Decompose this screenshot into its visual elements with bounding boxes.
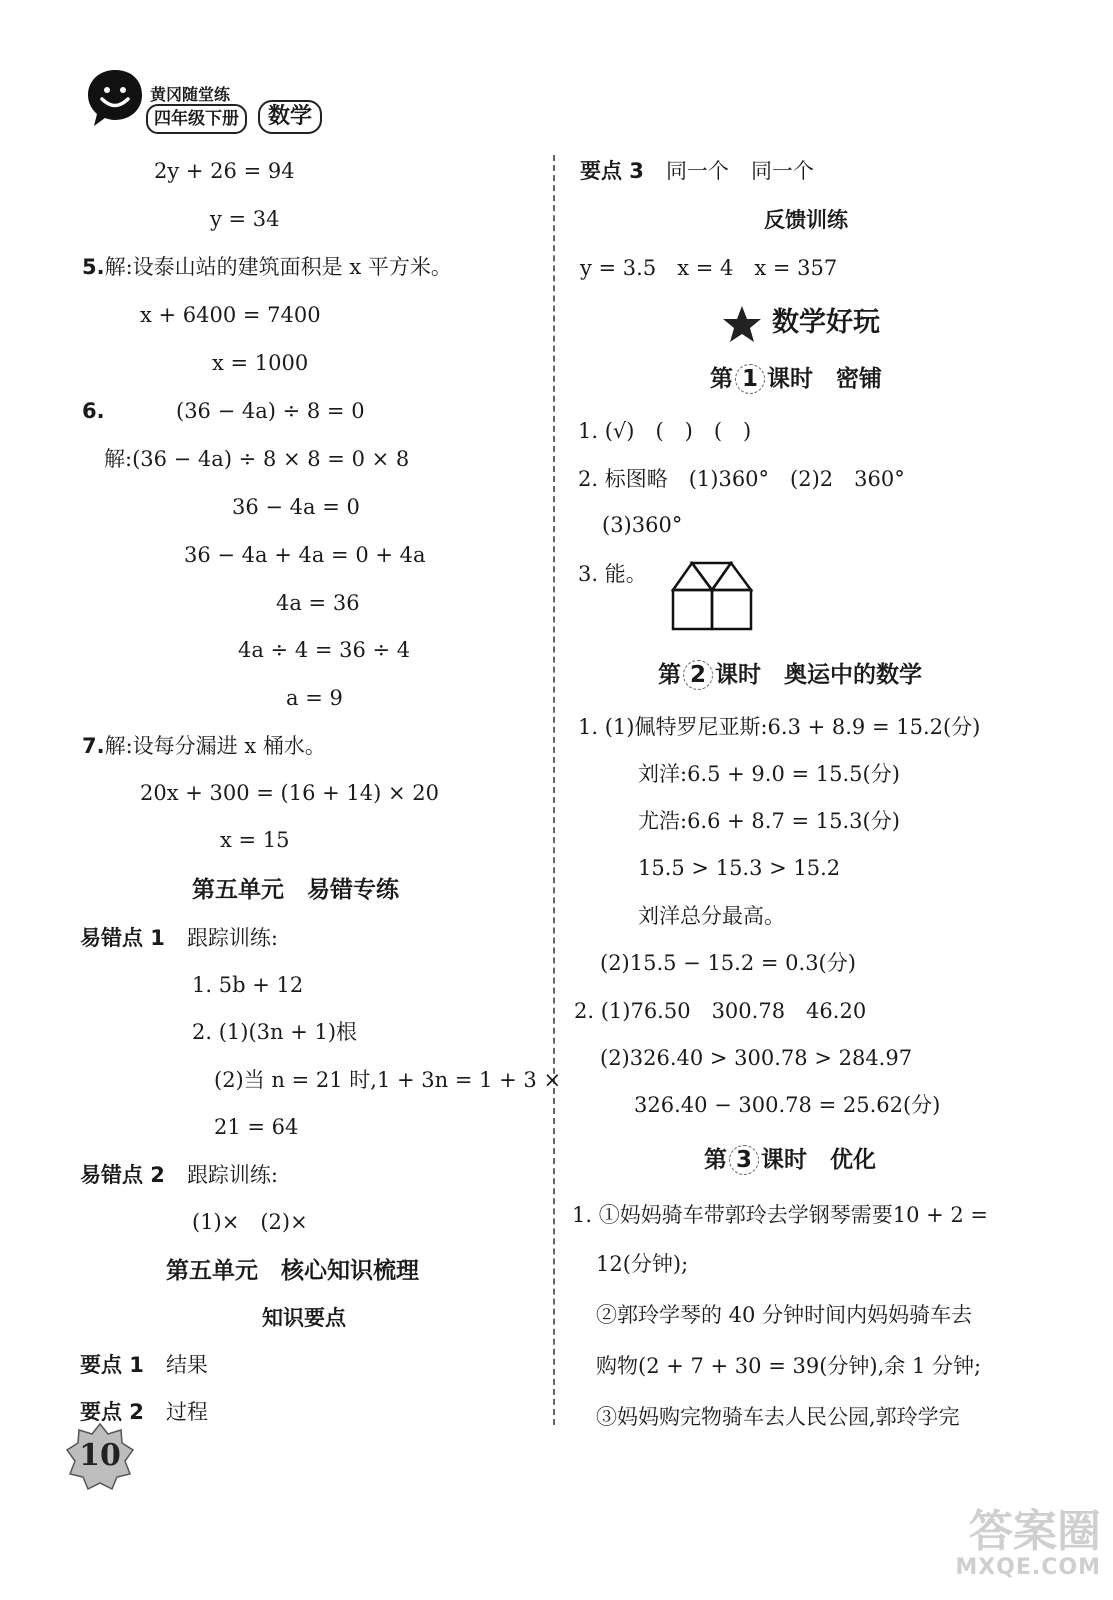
key-point-text: 过程	[165, 1400, 208, 1424]
equation-line: 4a = 36	[276, 591, 360, 615]
error-point-text: 跟踪训练:	[186, 1163, 279, 1187]
key-point-answer: 同一个	[750, 159, 814, 183]
lesson-name: 课时 奥运中的数学	[715, 662, 922, 688]
equation-line: 2y + 26 = 94	[154, 159, 295, 183]
equation-line: a = 9	[286, 686, 343, 710]
subject-label: 数学	[258, 100, 322, 134]
lesson-number: 2	[683, 660, 713, 690]
question-text: 解:设泰山站的建筑面积是 x 平方米。	[104, 255, 452, 279]
answer-line: 2. (1)(3n + 1)根	[192, 1020, 358, 1044]
section-title: 数学好玩	[772, 307, 880, 338]
watermark-url: MXQE.COM	[955, 1555, 1101, 1580]
answer-line: 刘洋:6.5 + 9.0 = 15.5(分)	[638, 762, 900, 786]
page-number: 10	[79, 1438, 121, 1473]
question-text: 解:设每分漏进 x 桶水。	[104, 734, 326, 758]
equation-line: x = 15	[220, 828, 290, 852]
answer-line: 尤浩:6.6 + 8.7 = 15.3(分)	[638, 809, 900, 833]
lesson-prefix: 第	[710, 366, 733, 392]
answer-line: 1. (1)佩特罗尼亚斯:6.3 + 8.9 = 15.2(分)	[578, 715, 981, 739]
error-point-2	[80, 1162, 278, 1188]
lesson-name: 课时 密铺	[767, 366, 882, 392]
answer-line: 1. ①妈妈骑车带郭玲去学钢琴需要10 + 2 =	[572, 1203, 989, 1227]
key-point-1	[80, 1352, 208, 1378]
key-point-label: 要点 2	[80, 1400, 144, 1424]
key-point-label: 要点 3	[580, 159, 644, 183]
lesson-title	[658, 660, 922, 690]
lesson-name: 课时 优化	[761, 1147, 876, 1173]
answer-line: 326.40 − 300.78 = 25.62(分)	[634, 1093, 941, 1117]
answer-line: 刘洋总分最高。	[638, 904, 785, 928]
equation-line: 解:(36 − 4a) ÷ 8 × 8 = 0 × 8	[104, 447, 410, 471]
answer-line: ②郭玲学琴的 40 分钟时间内妈妈骑车去	[596, 1303, 973, 1327]
equation-line: x + 6400 = 7400	[140, 303, 321, 327]
column-divider	[553, 155, 555, 1425]
tiling-figure	[670, 558, 754, 632]
error-point-text: 跟踪训练:	[186, 926, 279, 950]
star-icon	[722, 304, 762, 344]
answer-line: (1)× (2)×	[192, 1210, 308, 1234]
answer-line: 12(分钟);	[596, 1252, 689, 1276]
question-7	[82, 733, 326, 759]
answer-line: (2)326.40 > 300.78 > 284.97	[600, 1046, 913, 1070]
answer-line: ③妈妈购完物骑车去人民公园,郭玲学完	[596, 1405, 960, 1429]
subsection-title: 知识要点	[262, 1306, 346, 1330]
question-number: 6.	[82, 399, 105, 423]
error-point-label: 易错点 1	[80, 926, 165, 950]
equation-line: y = 34	[210, 207, 280, 231]
equation-line: 36 − 4a + 4a = 0 + 4a	[184, 543, 426, 567]
brand-name: 黄冈随堂练	[150, 85, 231, 104]
watermark-logo: 答案圈	[969, 1506, 1101, 1557]
grade-label: 四年级下册	[146, 104, 247, 134]
question-6-number	[82, 398, 105, 424]
equation-line: 4a ÷ 4 = 36 ÷ 4	[238, 638, 411, 662]
question-number: 7.	[82, 734, 105, 758]
error-point-1	[80, 925, 278, 951]
section-title: 第五单元 易错专练	[192, 877, 399, 903]
answer-line: 1. 5b + 12	[192, 973, 304, 997]
watermark	[955, 1508, 1101, 1580]
answer-line: 2. (1)76.50 300.78 46.20	[574, 999, 867, 1023]
key-point-text: 结果	[165, 1353, 208, 1377]
answer-line: 1. (√) ( ) ( )	[578, 419, 752, 443]
lesson-number: 3	[729, 1145, 759, 1175]
answer-line: 15.5 > 15.3 > 15.2	[638, 856, 841, 880]
lesson-prefix: 第	[704, 1147, 727, 1173]
lesson-title	[704, 1145, 876, 1175]
lesson-prefix: 第	[658, 662, 681, 688]
equation-line: (36 − 4a) ÷ 8 = 0	[176, 399, 365, 423]
lesson-title	[710, 364, 882, 394]
answer-line: (2)15.5 − 15.2 = 0.3(分)	[600, 951, 856, 975]
equation-line: x = 1000	[212, 351, 309, 375]
section-title: 第五单元 核心知识梳理	[166, 1258, 419, 1284]
answer-line: (2)当 n = 21 时,1 + 3n = 1 + 3 ×	[214, 1068, 562, 1092]
answer-line: 3. 能。	[578, 562, 647, 586]
answer-line: 21 = 64	[214, 1115, 299, 1139]
error-point-label: 易错点 2	[80, 1163, 165, 1187]
equation-line: 20x + 300 = (16 + 14) × 20	[140, 781, 439, 805]
answer-line: 2. 标图略 (1)360° (2)2 360°	[578, 467, 905, 491]
question-5	[82, 254, 452, 280]
answer-line: (3)360°	[602, 513, 683, 537]
key-point-label: 要点 1	[80, 1353, 144, 1377]
smiley-logo-icon	[84, 66, 146, 128]
key-point-answer: 同一个	[665, 159, 729, 183]
answer-line: y = 3.5 x = 4 x = 357	[580, 256, 838, 280]
question-number: 5.	[82, 255, 105, 279]
answer-line: 购物(2 + 7 + 30 = 39(分钟),余 1 分钟;	[596, 1354, 982, 1378]
subsection-title: 反馈训练	[764, 208, 848, 232]
key-point-3	[580, 158, 814, 184]
equation-line: 36 − 4a = 0	[232, 495, 360, 519]
lesson-number: 1	[735, 364, 765, 394]
